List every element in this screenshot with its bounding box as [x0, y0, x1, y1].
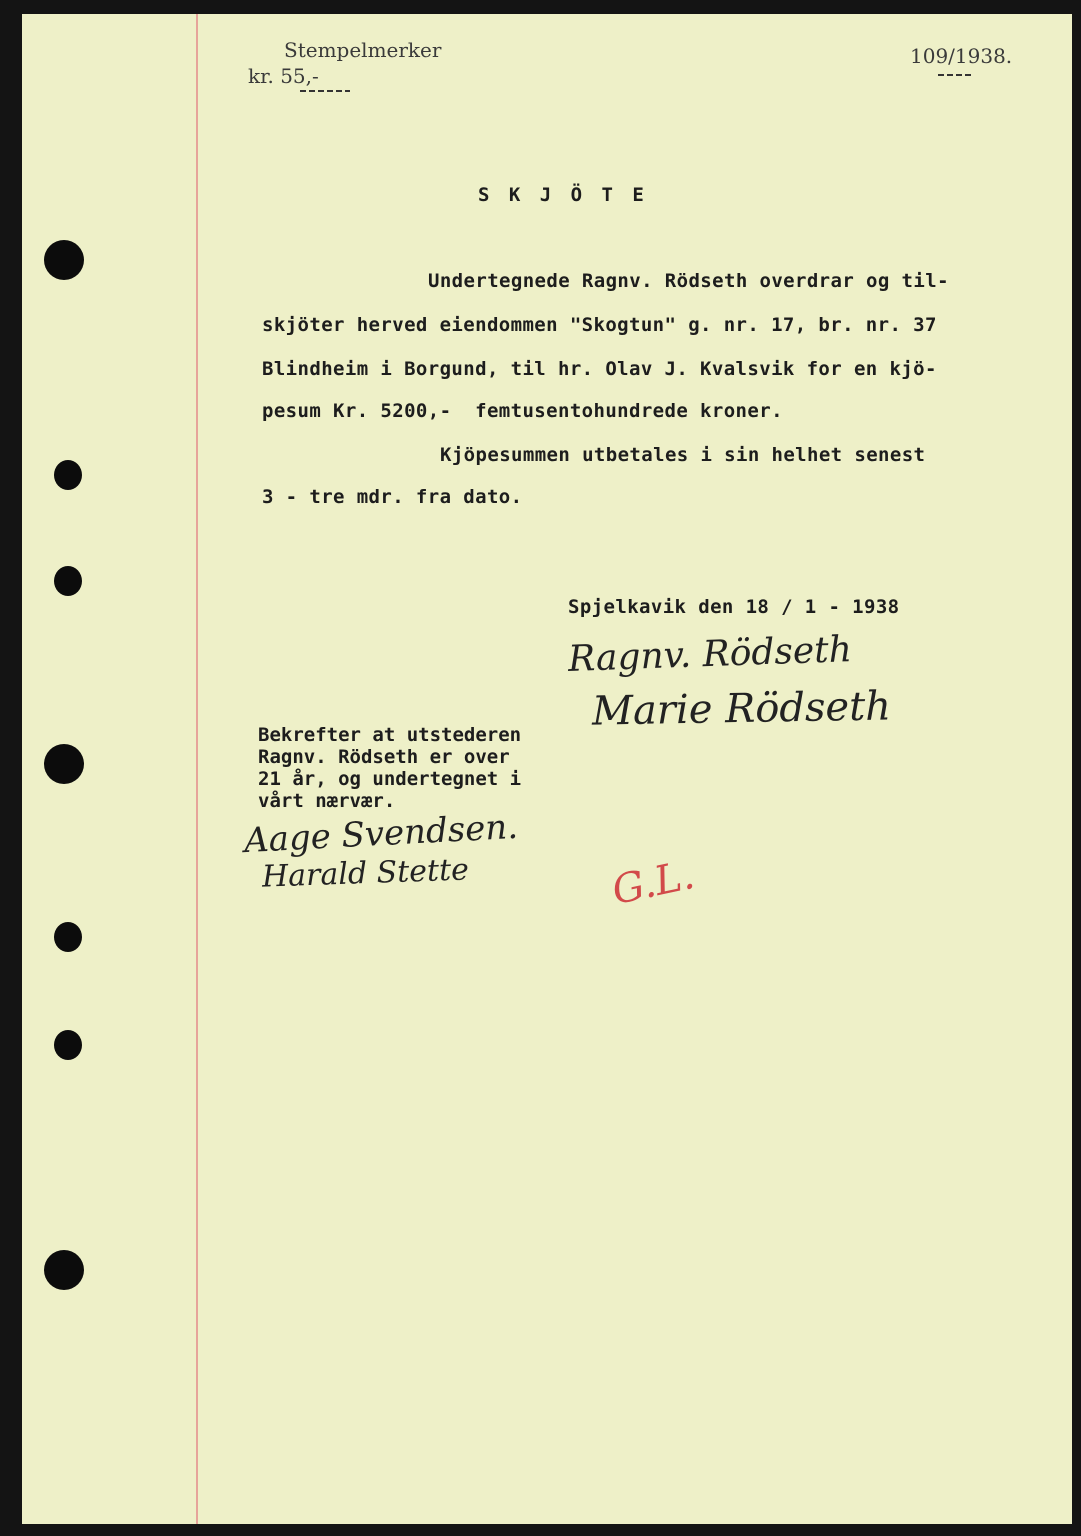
paragraph-line: pesum Kr. 5200,- femtusentohundrede kroner.: [262, 400, 783, 422]
paragraph-line: Kjöpesummen utbetales i sin helhet senest: [440, 444, 926, 466]
stamp-underline: [300, 90, 350, 92]
reference-number: 109/1938.: [910, 44, 1013, 68]
witness-note-line: vårt nærvær.: [258, 790, 396, 812]
witness-note-line: Ragnv. Rödseth er over: [258, 746, 510, 768]
punch-hole-icon: [44, 240, 84, 280]
signature-witness-2: Harald Stette: [261, 852, 470, 895]
stamp-amount: kr. 55,-: [248, 64, 319, 88]
signature-seller-2: Marie Rödseth: [591, 683, 892, 735]
margin-rule: [196, 14, 198, 1524]
witness-note-line: 21 år, og undertegnet i: [258, 768, 522, 790]
paragraph-line: Blindheim i Borgund, til hr. Olav J. Kvalsvik for en kjö-: [262, 358, 937, 380]
paragraph-line: 3 - tre mdr. fra dato.: [262, 486, 523, 508]
document-page: [22, 14, 1072, 1524]
punch-hole-icon: [54, 922, 82, 952]
punch-hole-icon: [44, 1250, 84, 1290]
document-title: S K J Ö T E: [478, 184, 648, 206]
signature-witness-1: Aage Svendsen.: [243, 806, 519, 862]
paragraph-line: skjöter herved eiendommen "Skogtun" g. nr. 17, br. nr. 37: [262, 314, 937, 336]
paragraph-line: Undertegnede Ragnv. Rödseth overdrar og til-: [428, 270, 949, 292]
punch-hole-icon: [44, 744, 84, 784]
signature-seller-1: Ragnv. Rödseth: [567, 629, 853, 680]
stamp-label: Stempelmerker: [284, 38, 442, 62]
witness-note-line: Bekrefter at utstederen: [258, 724, 522, 746]
punch-hole-icon: [54, 460, 82, 490]
red-initials-mark: G.L.: [608, 851, 699, 915]
reference-underline: [938, 74, 974, 76]
punch-hole-icon: [54, 1030, 82, 1060]
punch-hole-icon: [54, 566, 82, 596]
place-date: Spjelkavik den 18 / 1 - 1938: [568, 596, 900, 618]
